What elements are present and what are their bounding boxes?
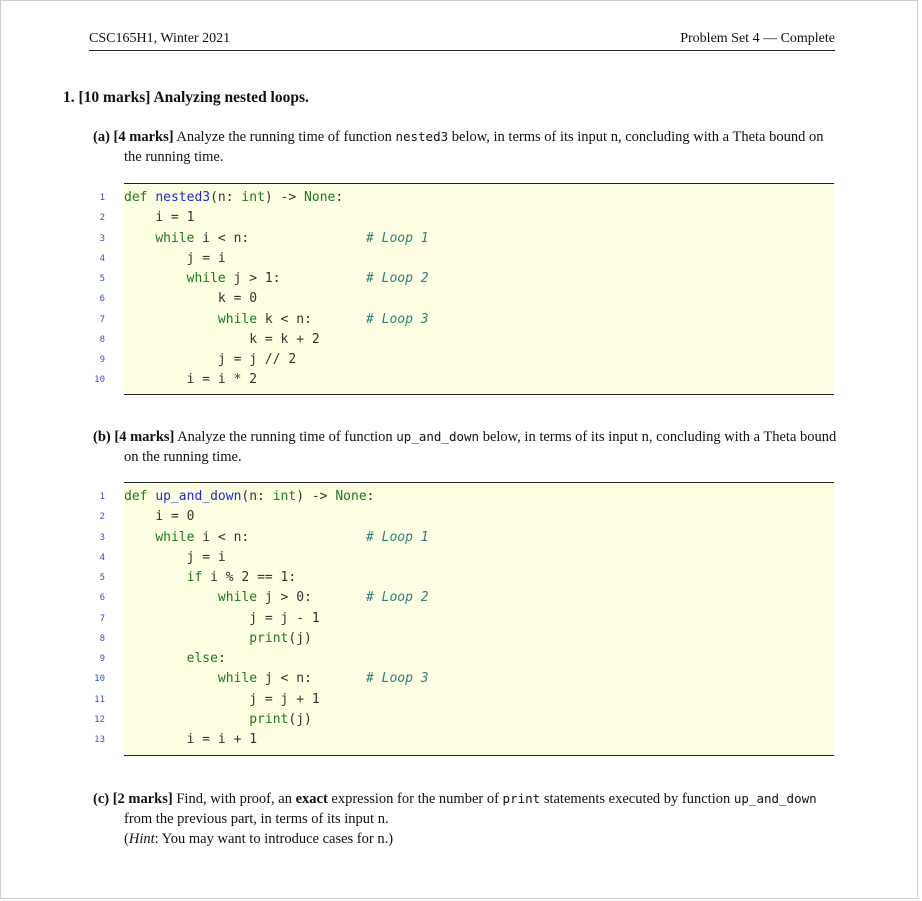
code-indent	[124, 570, 187, 585]
line-number: 10	[94, 674, 105, 685]
code-token: :	[335, 190, 344, 205]
line-number: 9	[99, 355, 105, 365]
code-indent	[124, 251, 187, 266]
code-line	[99, 487, 834, 507]
part-c-label: (c)	[93, 791, 110, 807]
code-comment: # Loop 1	[366, 230, 429, 246]
line-number: 8	[99, 334, 105, 345]
part-c-marks: [2 marks]	[112, 791, 173, 807]
line-number: 9	[99, 654, 105, 664]
code-token: while	[217, 590, 258, 606]
code-token: int	[241, 190, 265, 205]
part-a-question	[93, 127, 838, 167]
code-token: (j)	[288, 630, 312, 646]
line-number: 6	[99, 593, 105, 604]
code-line	[94, 730, 834, 750]
code-token: while	[217, 311, 258, 327]
code-token: ) ->	[264, 190, 305, 205]
code-token: j = j - 1	[249, 610, 320, 626]
part-c-text	[93, 789, 838, 829]
part-b-fn-name: up_and_down	[396, 429, 480, 444]
code-indent	[124, 530, 155, 545]
code-line	[99, 609, 834, 629]
code-indent	[124, 611, 249, 626]
code-token: i = 1	[155, 210, 195, 226]
line-number: 3	[99, 532, 105, 543]
code-token: i = i * 2	[186, 372, 258, 388]
code-token: j = i	[186, 250, 226, 266]
part-c-question	[93, 789, 838, 849]
code-line	[99, 548, 834, 568]
line-number: 8	[99, 633, 105, 644]
part-b-label: (b)	[93, 429, 111, 445]
problem-number: 1.	[63, 89, 75, 106]
line-number: 5	[99, 274, 105, 284]
code-comment: # Loop 2	[366, 590, 429, 606]
code-token: print	[249, 711, 289, 727]
code-token: None	[335, 489, 367, 504]
part-c-exact: exact	[295, 791, 328, 807]
part-c-text-3: expression for the number of	[331, 791, 499, 807]
line-number: 1	[99, 492, 105, 502]
code-token: j > 1:	[225, 271, 281, 286]
line-number: 7	[99, 314, 105, 325]
code-token: i % 2 == 1:	[202, 570, 297, 585]
code-line	[99, 310, 834, 330]
code-token: while	[155, 230, 195, 246]
line-number: 12	[94, 714, 105, 725]
code-line	[99, 208, 834, 228]
code-indent	[124, 271, 187, 286]
code-indent	[124, 651, 187, 666]
part-c-text-7: from the previous part, in terms of its input n.	[124, 811, 389, 827]
line-number: 10	[94, 375, 105, 386]
line-number: 6	[99, 294, 105, 305]
code-indent	[124, 671, 218, 686]
code-comment: # Loop 1	[366, 529, 429, 545]
part-b-text	[93, 427, 838, 467]
code-indent	[124, 732, 187, 747]
code-token: while	[217, 671, 258, 687]
hint-open: (	[124, 831, 129, 847]
code-indent	[124, 631, 249, 646]
code-token: k < n:	[257, 311, 312, 327]
code-token: :	[366, 489, 375, 504]
code-listing-nested3	[94, 183, 834, 395]
code-line	[99, 289, 834, 309]
code-indent	[124, 550, 187, 565]
code-token: int	[272, 489, 297, 504]
part-c-text-1: Find, with proof, an	[176, 791, 292, 807]
hint-text: : You may want to introduce cases for n.)	[154, 831, 394, 847]
code-token: i = 0	[155, 509, 195, 525]
code-line	[99, 588, 834, 608]
part-a-text	[93, 127, 838, 167]
problem-title: Analyzing nested loops.	[153, 89, 309, 106]
part-c-print: print	[502, 791, 541, 806]
code-line	[99, 249, 834, 269]
line-number: 5	[99, 573, 105, 583]
line-number: 11	[94, 694, 105, 705]
code-token: (n:	[210, 190, 242, 205]
code-comment: # Loop 3	[366, 311, 429, 327]
code-token: i < n:	[194, 230, 250, 246]
code-token: while	[155, 529, 195, 545]
code-token: up_and_down	[155, 489, 242, 504]
line-number: 1	[99, 193, 105, 203]
code-token: None	[304, 190, 336, 205]
part-b-question	[93, 427, 838, 467]
code-indent	[124, 692, 249, 707]
code-line	[99, 528, 834, 548]
code-token: k = k + 2	[249, 331, 320, 347]
code-token: nested3	[155, 190, 211, 205]
code-line	[99, 629, 834, 649]
code-line	[99, 350, 834, 370]
part-a-fn-name: nested3	[395, 129, 449, 144]
problem-marks: [10 marks]	[78, 89, 151, 106]
code-indent	[124, 352, 218, 367]
part-a-text-before: Analyze the running time of function	[176, 129, 392, 145]
part-b-text-after: below, in terms of its input n, concluding with a Theta bound on the running time.	[124, 429, 837, 465]
code-token: while	[186, 271, 226, 286]
line-number: 13	[94, 735, 105, 745]
code-token: j > 0:	[257, 590, 312, 606]
part-c-text-5: statements executed by function	[543, 791, 731, 807]
code-indent	[124, 712, 249, 727]
line-number: 4	[99, 253, 105, 264]
code-line	[94, 710, 834, 730]
code-line	[99, 330, 834, 350]
code-indent	[124, 590, 218, 605]
part-c-hint	[93, 829, 838, 849]
code-indent	[124, 231, 155, 246]
code-token: print	[249, 630, 289, 646]
part-c-fn-name: up_and_down	[733, 791, 817, 806]
code-token: ) ->	[296, 489, 336, 504]
problem-heading	[63, 89, 309, 107]
code-token: else	[186, 651, 218, 666]
code-token: (n:	[241, 489, 273, 504]
code-line	[99, 188, 834, 208]
code-line	[99, 269, 834, 289]
line-number: 7	[99, 613, 105, 624]
code-indent	[124, 312, 218, 327]
code-token: j = j + 1	[249, 691, 320, 707]
code-token: def	[124, 190, 156, 205]
code-token: i < n:	[194, 529, 250, 545]
code-indent	[124, 210, 155, 225]
line-number: 3	[99, 233, 105, 244]
problem-set-title: Problem Set 4 — Complete	[680, 31, 835, 46]
code-line	[99, 507, 834, 527]
code-indent	[124, 332, 249, 347]
page-header	[89, 31, 835, 51]
code-token: :	[217, 651, 226, 666]
code-token: j < n:	[257, 671, 312, 687]
code-token: if	[186, 570, 203, 585]
part-b-text-before: Analyze the running time of function	[177, 429, 393, 445]
code-line	[99, 229, 834, 249]
code-line	[99, 649, 834, 669]
code-listing-up-and-down	[94, 482, 834, 756]
code-comment: # Loop 3	[366, 671, 429, 687]
code-token: j = j // 2	[217, 352, 297, 367]
code-indent	[124, 372, 187, 387]
line-number: 4	[99, 552, 105, 563]
code-token: (j)	[288, 711, 312, 727]
code-line	[94, 690, 834, 710]
line-number: 2	[99, 213, 105, 224]
code-line	[94, 370, 834, 390]
code-token: def	[124, 489, 156, 504]
line-number: 2	[99, 512, 105, 523]
code-indent	[124, 291, 218, 306]
course-code: CSC165H1, Winter 2021	[89, 31, 231, 46]
part-a-label: (a)	[93, 129, 110, 145]
part-b-marks: [4 marks]	[114, 429, 175, 445]
code-token: k = 0	[217, 291, 258, 307]
code-line	[99, 568, 834, 588]
part-a-text-after: below, in terms of its input n, concluding with a Theta bound on the running time.	[124, 129, 824, 165]
hint-label: Hint	[128, 831, 155, 847]
part-a-marks: [4 marks]	[113, 129, 174, 145]
code-line	[94, 669, 834, 689]
code-indent	[124, 509, 155, 524]
code-comment: # Loop 2	[366, 271, 429, 286]
code-token: j = i	[186, 549, 226, 565]
code-token: i = i + 1	[186, 732, 258, 747]
